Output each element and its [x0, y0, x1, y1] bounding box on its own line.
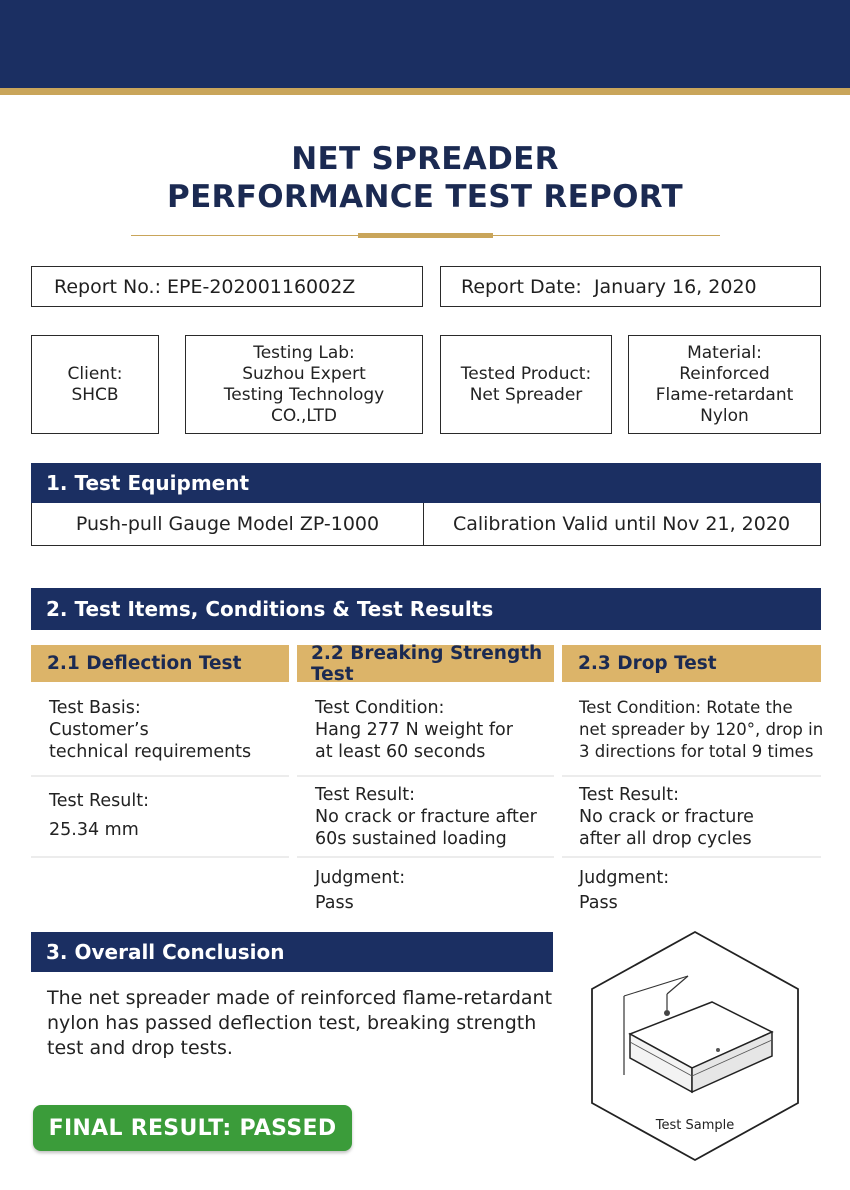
client-label: Client:: [67, 363, 123, 384]
report-title-line1: NET SPREADER: [291, 141, 559, 177]
testing-lab-line2: Testing Technology: [223, 384, 385, 405]
header-band: [0, 0, 850, 88]
report-no-box: [31, 266, 423, 307]
drop-result-label: Test Result:: [579, 785, 679, 805]
report-no-label: Report No.:: [54, 276, 161, 298]
report-no-value: EPE-20200116002Z: [167, 276, 356, 298]
deflection-row-divider: [31, 775, 289, 777]
drop-result-line1: No crack or fracture: [579, 807, 754, 827]
deflection-basis-line2: technical requirements: [49, 742, 252, 762]
breaking-strength-test-header: 2.2 Breaking Strength Test: [297, 645, 554, 682]
final-result-badge: FINAL RESULT: PASSED: [33, 1105, 352, 1151]
deflection-result-value: 25.34 mm: [49, 820, 139, 840]
testing-lab-line1: Suzhou Expert: [242, 363, 366, 384]
tested-product-box: [440, 335, 612, 434]
report-no: [54, 276, 355, 298]
report-date-label: Report Date:: [461, 276, 582, 298]
testing-lab-box: [185, 335, 423, 434]
drop-result-line2: after all drop cycles: [579, 829, 752, 849]
breaking-row-divider: [297, 775, 554, 777]
drop-row-divider-2: [562, 856, 821, 858]
drop-result: [579, 784, 754, 850]
material-box: [628, 335, 821, 434]
deflection-result-label: Test Result:: [49, 791, 149, 811]
breaking-condition-line2: at least 60 seconds: [315, 742, 486, 762]
test-sample-caption: Test Sample: [655, 1118, 735, 1133]
drop-test-header: 2.3 Drop Test: [562, 645, 821, 682]
conclusion-line3: test and drop tests.: [47, 1037, 233, 1059]
equipment-row: [31, 503, 821, 546]
report-date-box: [440, 266, 821, 307]
header-gold-line: [0, 88, 850, 95]
drop-condition-line3: 3 directions for total 9 times: [579, 742, 814, 761]
drop-judgment-label: Judgment:: [579, 868, 670, 888]
conclusion-text: [47, 986, 552, 1061]
equipment-gauge: Push-pull Gauge Model ZP-1000: [32, 503, 424, 545]
report-date: [461, 276, 757, 298]
section-conclusion-heading: 3. Overall Conclusion: [31, 932, 553, 972]
deflection-row-divider-2: [31, 856, 289, 858]
equipment-calibration: Calibration Valid until Nov 21, 2020: [452, 513, 791, 535]
testing-lab-label: Testing Lab:: [253, 342, 355, 363]
breaking-row-divider-2: [297, 856, 554, 858]
conclusion-line2: nylon has passed deflection test, breaking strength: [47, 1012, 537, 1034]
report-date-value: January 16, 2020: [593, 276, 757, 298]
breaking-condition-label: Test Condition:: [315, 698, 445, 718]
client-value: SHCB: [71, 384, 119, 405]
drop-condition: [579, 697, 823, 763]
deflection-basis-label: Test Basis:: [49, 698, 141, 718]
drop-condition-line1: Test Condition: Rotate the: [579, 698, 793, 717]
material-line2: Flame-retardant Nylon: [655, 384, 794, 426]
breaking-result: [315, 784, 537, 850]
breaking-result-label: Test Result:: [315, 785, 415, 805]
breaking-condition-line1: Hang 277 N weight for: [315, 720, 513, 740]
material-label: Material:: [687, 342, 762, 363]
material-line1: Reinforced: [679, 363, 770, 384]
conclusion-line1: The net spreader made of reinforced flame-retardant: [47, 987, 553, 1009]
drop-row-divider: [562, 775, 821, 777]
breaking-result-line1: No crack or fracture after: [315, 807, 537, 827]
section-test-equipment-heading: 1. Test Equipment: [31, 463, 821, 503]
drop-judgment-value: Pass: [579, 893, 618, 913]
client-box: [31, 335, 159, 434]
section-test-items-heading: 2. Test Items, Conditions & Test Results: [31, 588, 821, 630]
tested-product-value: Net Spreader: [469, 384, 583, 405]
testing-lab-line3: CO.,LTD: [271, 405, 337, 426]
tested-product-label: Tested Product:: [460, 363, 592, 384]
drop-condition-line2: net spreader by 120°, drop in: [579, 720, 824, 739]
breaking-judgment-value: Pass: [315, 893, 354, 913]
breaking-condition: [315, 697, 513, 763]
title-divider-accent: [358, 233, 493, 238]
report-title-line2: PERFORMANCE TEST REPORT: [167, 179, 683, 215]
deflection-basis: [49, 697, 251, 763]
breaking-result-line2: 60s sustained loading: [315, 829, 507, 849]
deflection-basis-line1: Customer’s: [49, 720, 149, 740]
breaking-judgment-label: Judgment:: [315, 868, 406, 888]
deflection-test-header: 2.1 Deflection Test: [31, 645, 289, 682]
